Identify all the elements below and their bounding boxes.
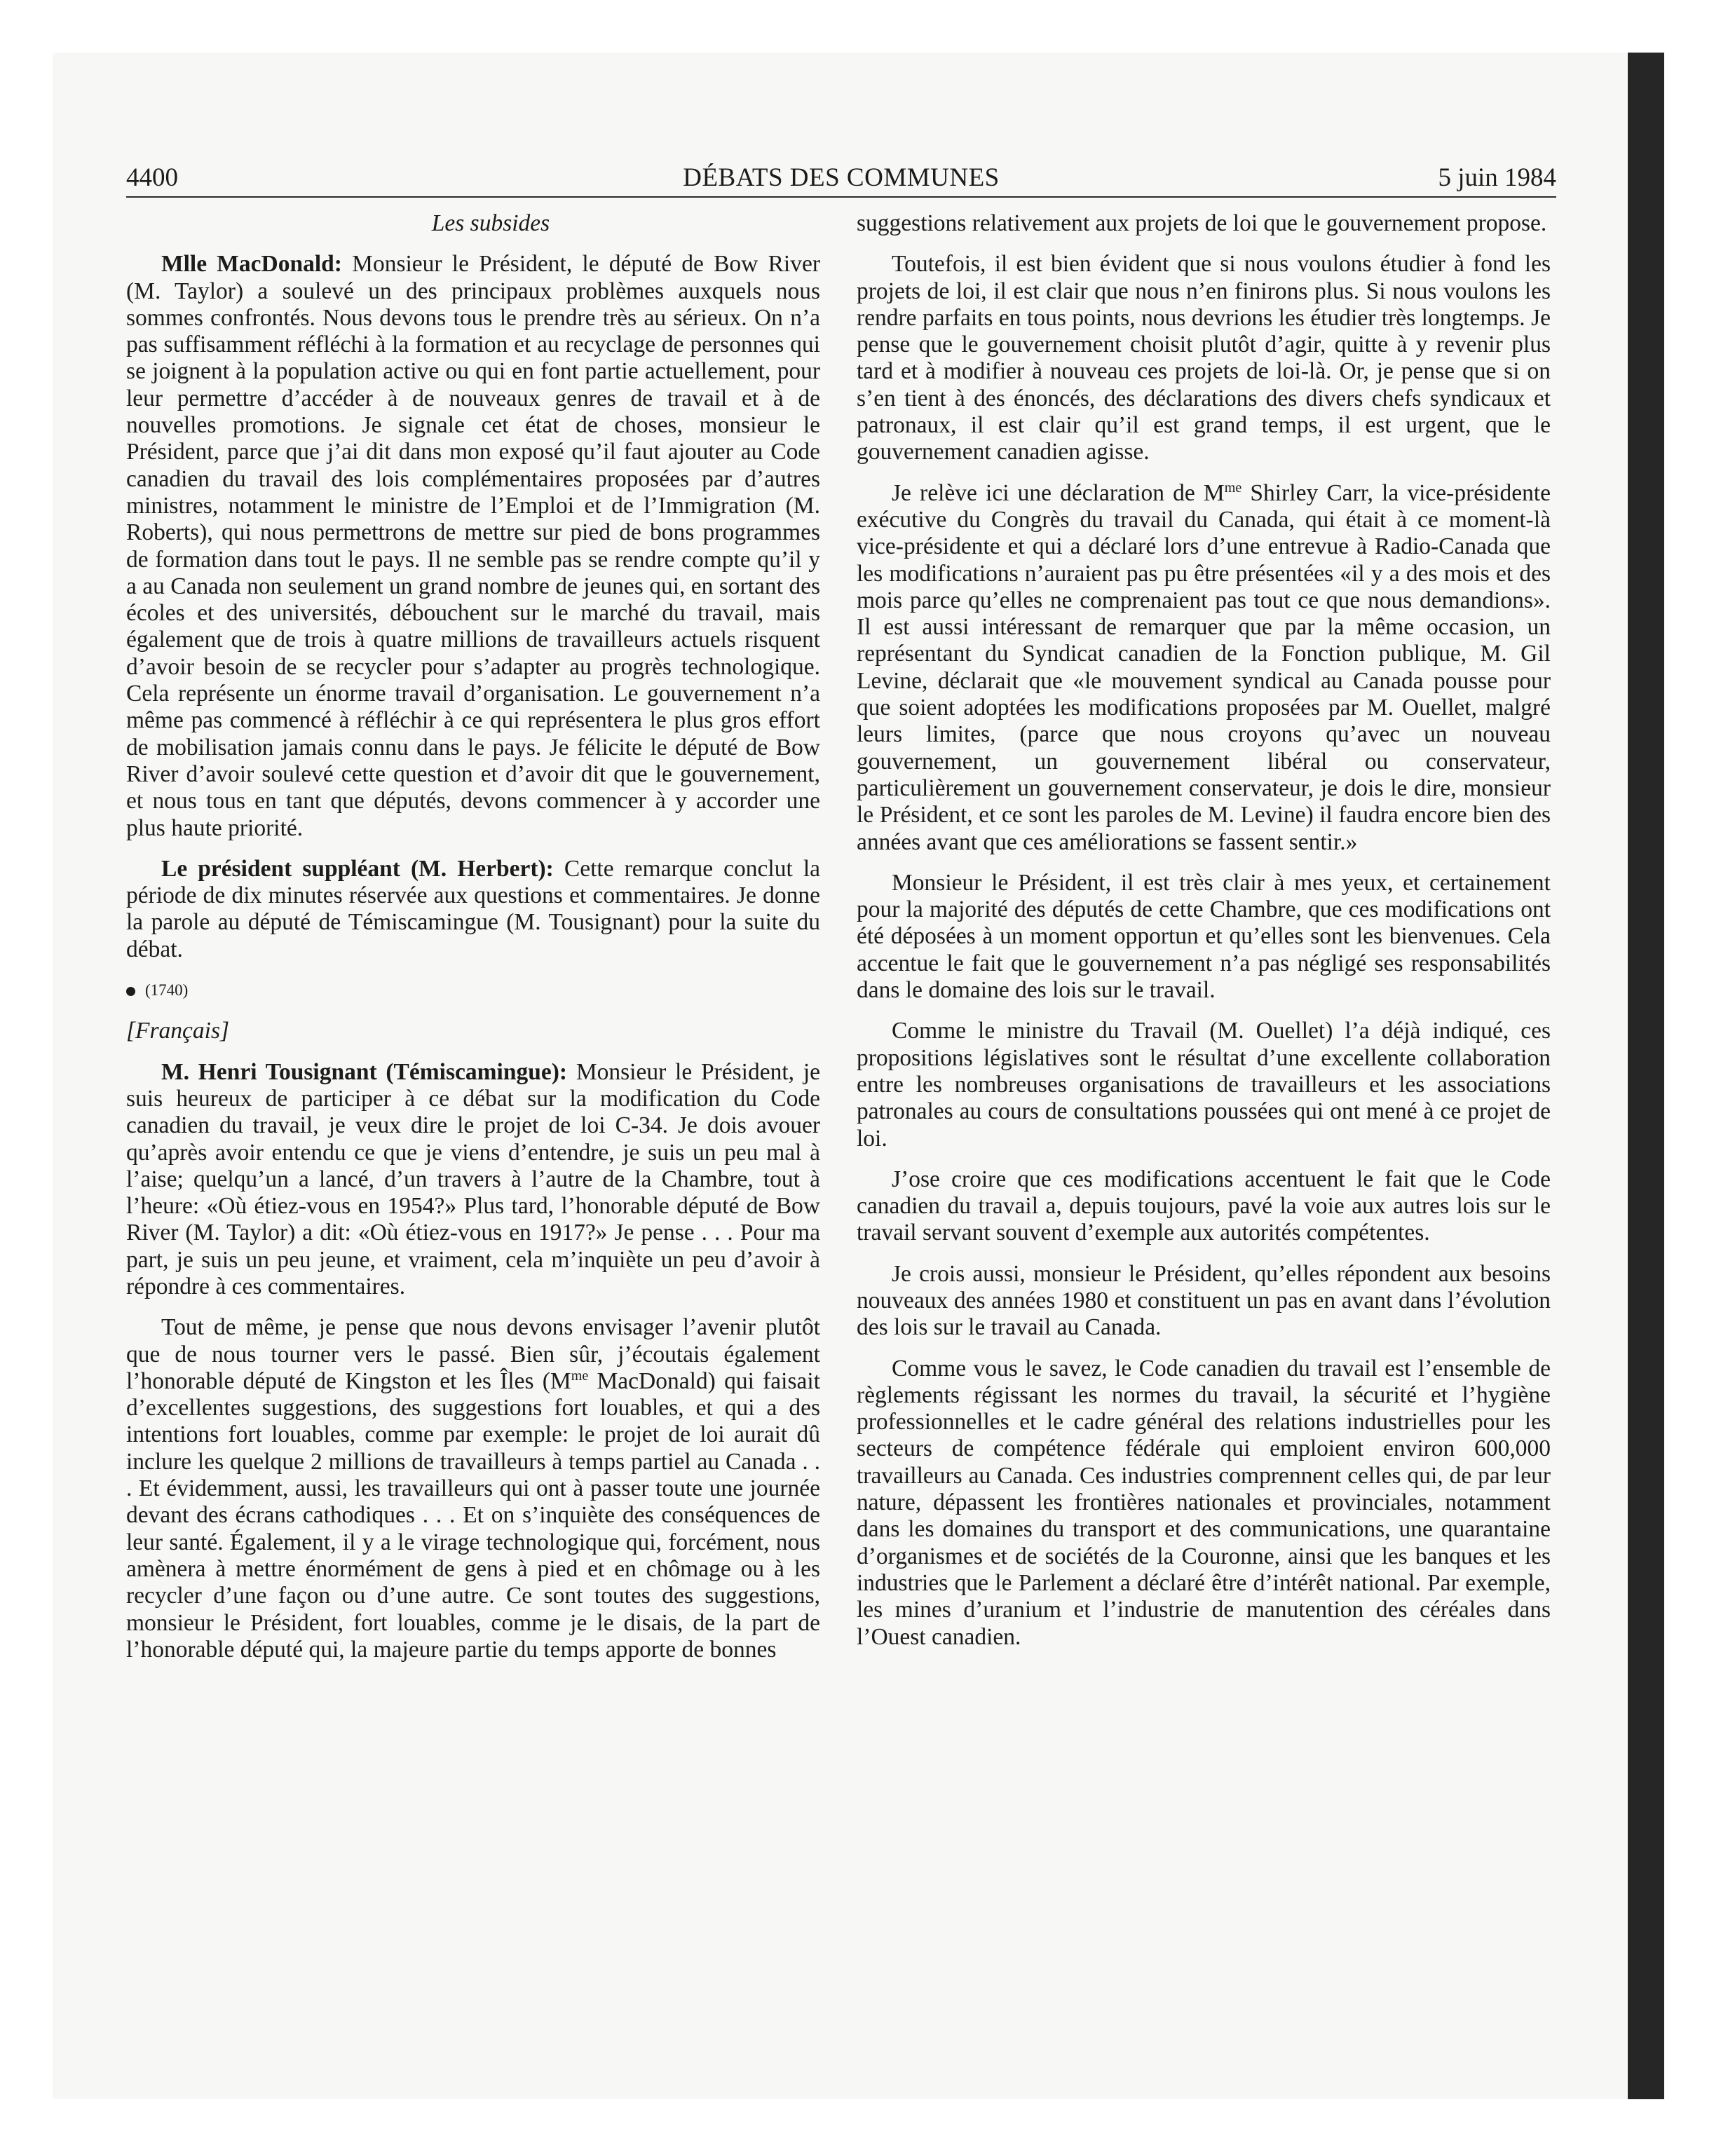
publication-date: 5 juin 1984	[1438, 163, 1556, 192]
paragraph-ministre: Comme le ministre du Travail (M. Ouellet) l’a déjà indiqué, ces propositions législatives sont le résultat d’une excellente collaboration entre les nombreuses organisations de travailleurs et les associations patronales au cours de consultations poussées qui ont mené à ce projet de loi.	[857, 1018, 1551, 1152]
paragraph-crois-aussi: Je crois aussi, monsieur le Président, qu’elles répondent aux besoins nouveaux des années 1980 et constituent un pas en avant dans l’évolution des lois sur le travail au Canada.	[857, 1260, 1551, 1341]
speaker-name: Mlle MacDonald:	[161, 251, 342, 278]
paragraph-code-canadien: Comme vous le savez, le Code canadien du travail est l’ensemble de règlements régissant les normes du travail, la sécurité et l’hygiène professionnelles et le cadre général des relations industrielles pour les secteurs de compétence fédérale qui emploient environ 600,000 travailleurs au Canada. Ces industries comprennent celles qui, de par leur nature, dépassent les frontières nationales et provinciales, notamment dans les domaines du transport et des communications, une quarantaine d’organismes et de sociétés de la Couronne, ainsi que les banques et les industries que le Parlement a déclaré être d’intérêt national. Par exemple, les mines d’uranium et l’industrie de manutention des céréales dans l’Ouest canadien.	[857, 1355, 1551, 1650]
paragraph-text: Cette remarque conclut la période de dix minutes réservée aux questions et commentaires. Je donne la parole au député de Témiscamingue (M. Tousignant) pour la suite du débat.	[126, 855, 820, 962]
paragraph-text: Monsieur le Président, je suis heureux de participer à ce débat sur la modification du Code canadien du travail, je veux dire le projet de loi C-34. Je dois avouer qu’après avoir entendu ce que je viens d’entendre, je suis un peu mal à l’aise; quelqu’un a lancé, d’un travers à l’autre de la Chambre, tout à l’heure: «Où étiez-vous en 1954?» Plus tard, l’honorable député de Bow River (M. Taylor) a dit: «Où étiez-vous en 1917?» Je pense . . . Pour ma part, je suis un peu jeune, et vraiment, cela m’inquiète un peu d’avoir à répondre à ces commentaires.	[126, 1058, 820, 1299]
right-column	[857, 210, 1551, 1665]
paragraph-continued: suggestions relativement aux projets de loi que le gouvernement propose.	[857, 210, 1547, 236]
paragraph-text: Tout de même, je pense que nous devons envisager l’avenir plutôt que de nous tourner vers le passé. Bien sûr, j’écoutais également l’honorable député de Kingston et les Îles (M	[126, 1314, 820, 1394]
paragraph-ose-croire: J’ose croire que ces modifications accentuent le fait que le Code canadien du travail a, depuis toujours, pavé la voie aux autres lois sur le travail servant souvent d’exemple aux autorités compétentes.	[857, 1166, 1551, 1246]
speaker-name: M. Henri Tousignant (Témiscamingue):	[161, 1058, 568, 1085]
paragraph-clair: Monsieur le Président, il est très clair à mes yeux, et certainement pour la majorité des députés de cette Chambre, que ces modifications ont été déposées à un moment opportun et qu’elles sont les bienvenues. Cela accentue le fait que le gouvernement n’a pas négligé ses responsabilités dans le domaine des lois sur le travail.	[857, 869, 1551, 1004]
paragraph-text: Shirley Carr, la vice-présidente exécutive du Congrès du travail du Canada, qui était à ce moment-là vice-présidente et qui a déclaré lors d’une entrevue à Radio-Canada que les modifications n’auraient pas pu être présentées «il y a des mois et des mois parce qu’elles ne comprenaient pas tout ce que nous demandions». Il est aussi intéressant de remarquer que par la même occasion, un représentant du Syndicat canadien de la Fonction publique, M. Gil Levine, déclarait que «le mouvement syndical au Canada pousse pour que soient adoptées les modifications proposées par M. Ouellet, malgré leurs limites, (parce que nous croyons qu’avec un nouveau gouvernement, un gouvernement libéral ou conservateur, particulièrement un gouvernement conservateur, je dois le dire, monsieur le Président, et ce sont les paroles de M. Levine) il faudra encore bien des années avant que ces améliorations se fassent sentir.»	[857, 479, 1551, 855]
paragraph-avenir	[126, 1314, 820, 1663]
paragraph-text: Je relève ici une déclaration de M	[892, 479, 1225, 506]
time-marker	[126, 977, 820, 1004]
language-tag: [Français]	[126, 1018, 230, 1044]
paragraph-carr	[857, 480, 1551, 856]
page-header	[126, 160, 1556, 196]
scan-edge-bar	[1628, 53, 1664, 2099]
paragraph-text: MacDonald) qui faisait d’excellentes suggestions, des suggestions fort louables, et qui a des intentions fort louables, comme par exemple: le projet de loi aurait dû inclure les quelque 2 millions de travailleurs à temps partiel au Canada . . . Et évidemment, aussi, les travailleurs qui ont à passer toute une journée devant des écrans cathodiques . . . Et on s’inquiète des conséquences de leur santé. Également, il y a le virage technologique qui, forcément, nous amènera à mettre énormément de gens à pied et en chômage ou à les recycler d’une façon ou d’une autre. Ce sont toutes des suggestions, monsieur le Président, fort louables, comme je le disais, de la part de l’honorable député qui, la majeure partie du temps apporte de bonnes	[126, 1367, 821, 1663]
bullet-icon	[126, 987, 135, 996]
paragraph-toutefois: Toutefois, il est bien évident que si nous voulons étudier à fond les projets de loi, il est clair que nous n’en finirons plus. Si nous voulons les rendre parfaits en tous points, nous devrions les étudier très longtemps. Je pense que le gouvernement choisit plutôt d’agir, quitte à y revenir plus tard et à modifier à nouveau ces projets de loi-là. Or, je pense que si on s’en tient à des énoncés, des déclarations des divers chefs syndicaux et patronaux, il est clair qu’il est grand temps, il est urgent, que le gouvernement canadien agisse.	[857, 251, 1551, 465]
header-rule	[126, 196, 1556, 198]
speaker-name: Le président suppléant (M. Herbert):	[161, 855, 554, 882]
superscript: me	[1224, 479, 1242, 496]
paragraph-tousignant	[126, 1059, 820, 1301]
section-title: Les subsides	[431, 210, 550, 236]
publication-title: DÉBATS DES COMMUNES	[683, 163, 1000, 192]
page-number: 4400	[126, 163, 178, 192]
superscript: me	[571, 1367, 589, 1384]
paragraph-herbert	[126, 856, 820, 963]
paragraph-macdonald	[126, 251, 820, 842]
paragraph-text: Monsieur le Président, le député de Bow River (M. Taylor) a soulevé un des principaux problèmes auxquels nous sommes confrontés. Nous devons tous le prendre très au sérieux. On n’a pas suffisamment réfléchi à la formation et au recyclage de personnes qui se joignent à la population active ou qui en font partie actuellement, pour leur permettre d’accéder à de nouveaux genres de travail et à de nouvelles promotions. Je signale cet état de choses, monsieur le Président, parce que j’ai dit dans mon exposé qu’il faut ajouter au Code canadien du travail des lois complémentaires proposées par d’autres ministres, notamment le ministre de l’Emploi et de l’Immigration (M. Roberts), qui nous permettrons de mettre sur pied de bons programmes de formation dans tout le pays. Il ne semble pas se rendre compte qu’il y a au Canada non seulement un grand nombre de jeunes qui, en sortant des écoles et des universités, débouchent sur le marché du travail, mais également que de trois à quatre millions de travailleurs actuels risquent d’avoir besoin de se recycler pour s’adapter au progrès technologique. Cela représente un énorme travail d’organisation. Le gouvernement n’a même pas commencé à réfléchir à ce qui représentera le plus gros effort de mobilisation jamais connu dans le pays. Je félicite le député de Bow River d’avoir soulevé cette question et d’avoir dit que le gouvernement, et nous tous en tant que députés, devons commencer à y accorder une plus haute priorité.	[126, 251, 821, 841]
left-column	[126, 210, 820, 1677]
time-marker-text: (1740)	[145, 981, 189, 999]
